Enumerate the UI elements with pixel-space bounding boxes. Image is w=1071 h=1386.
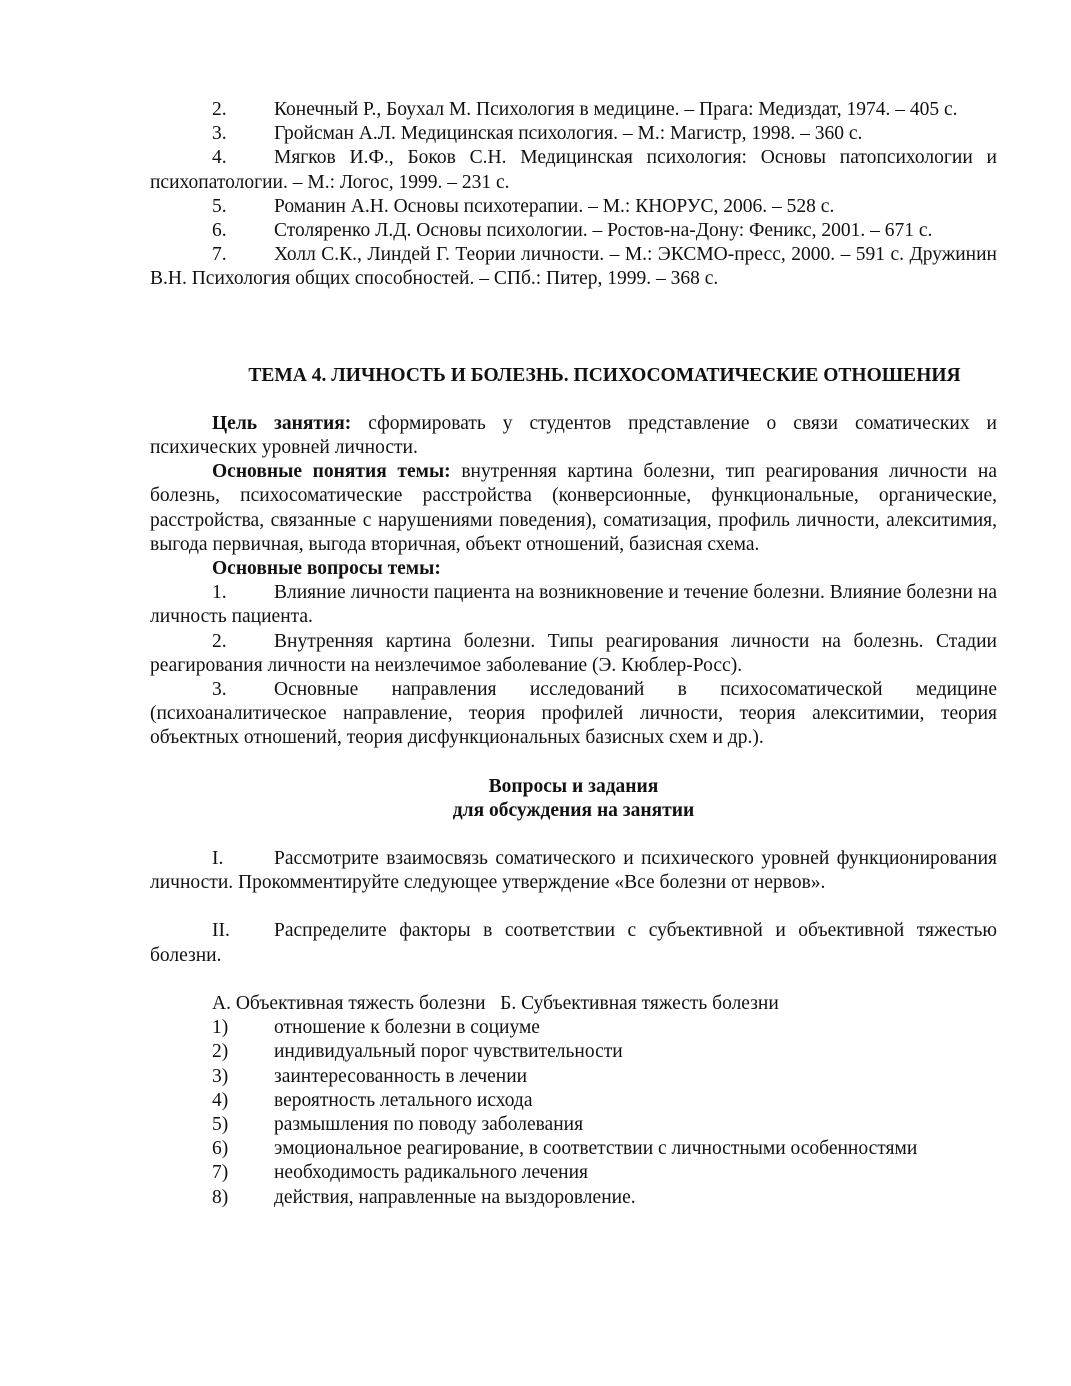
discussion-heading-line2: для обсуждения на занятии	[452, 799, 695, 821]
factor-item	[150, 1113, 997, 1137]
factor-number: 7)	[212, 1162, 229, 1184]
question-text: Внутренняя картина болезни. Типы реагирования личности на болезнь. Стадии реагирования личности на неизлечимое заболевание (Э. Кюблер-Росс).	[150, 630, 997, 676]
factor-text: вероятность летального исхода	[274, 1089, 533, 1111]
reference-number: 5.	[212, 195, 227, 217]
questions-list	[150, 581, 997, 750]
factor-item	[150, 1089, 997, 1113]
reference-number: 7.	[212, 244, 227, 266]
task-text: Распределите факторы в соответствии с субъективной и объективной тяжестью болезни.	[150, 920, 997, 966]
factor-item	[150, 1016, 997, 1040]
questions-label: Основные вопросы темы:	[212, 558, 441, 580]
goal-paragraph	[150, 412, 997, 460]
concepts-paragraph	[150, 460, 997, 557]
factor-item	[150, 1065, 997, 1089]
spacer	[150, 895, 997, 919]
reference-item	[150, 146, 997, 194]
factor-text: размышления по поводу заболевания	[274, 1113, 584, 1135]
task-number: II.	[212, 920, 230, 942]
goal-label: Цель занятия:	[212, 412, 352, 434]
factor-number: 3)	[212, 1065, 229, 1087]
goal-text: сформировать у студентов представление о связи соматических и психических уровней личности.	[150, 412, 997, 459]
factor-text: необходимость радикального лечения	[274, 1162, 589, 1184]
question-item	[150, 630, 997, 678]
question-number: 2.	[212, 630, 227, 652]
reference-item	[150, 243, 997, 291]
concepts-text: внутренняя картина болезни, тип реагирования личности на болезнь, психосоматические расстройства (конверсионные, функциональные, органические, расстройства, связанные с нарушениями поведения), соматизация, профиль личности, алекситимия, выгода первичная, выгода вторичная, объект отношений, базисная схема.	[150, 461, 997, 555]
task-number: I.	[212, 848, 224, 870]
question-number: 1.	[212, 582, 227, 604]
factor-item	[150, 1161, 997, 1185]
spacer	[150, 968, 997, 992]
spacer	[150, 388, 997, 412]
factor-text: заинтересованность в лечении	[274, 1065, 528, 1087]
reference-text: Романин А.Н. Основы психотерапии. – М.: КНОРУС, 2006. – 528 с.	[274, 195, 835, 217]
question-item	[150, 581, 997, 629]
factor-item	[150, 1137, 997, 1161]
topic-title: ТЕМА 4. ЛИЧНОСТЬ И БОЛЕЗНЬ. ПСИХОСОМАТИЧЕСКИЕ ОТНОШЕНИЯ	[248, 364, 961, 386]
reference-item	[150, 219, 997, 243]
reference-item	[150, 195, 997, 219]
discussion-heading-line1: Вопросы и задания	[488, 775, 659, 797]
factor-text: отношение к болезни в социуме	[274, 1017, 540, 1039]
factor-text: эмоциональное реагирование, в соответствии с личностными особенностями	[274, 1138, 918, 1160]
concepts-label: Основные понятия темы:	[212, 461, 451, 483]
factor-number: 5)	[212, 1113, 229, 1135]
spacer	[150, 823, 997, 847]
reference-number: 6.	[212, 220, 227, 242]
spacer	[150, 292, 997, 364]
factor-number: 8)	[212, 1186, 229, 1208]
reference-text: Конечный Р., Боухал М. Психология в медицине. – Прага: Медиздат, 1974. – 405 с.	[274, 99, 958, 120]
task-text: Рассмотрите взаимосвязь соматического и психического уровней функционирования личности. Прокомментируйте следующее утверждение «Все болезни от нервов».	[150, 848, 997, 894]
factor-text: индивидуальный порог чувствительности	[274, 1041, 623, 1063]
reference-list	[150, 98, 997, 292]
task-item	[150, 847, 997, 895]
reference-text: Холл С.К., Линдей Г. Теории личности. – М.: ЭКСМО-пресс, 2000. – 591 с. Дружинин В.Н. Психология общих способностей. – СПб.: Питер, 1999. – 368 с.	[150, 244, 997, 290]
reference-text: Мягков И.Ф., Боков С.Н. Медицинская психология: Основы патопсихологии и психопатологии. – М.: Логос, 1999. – 231 с.	[150, 147, 997, 193]
reference-number: 2.	[212, 99, 227, 120]
task-item	[150, 919, 997, 967]
reference-text: Столяренко Л.Д. Основы психологии. – Ростов-на-Дону: Феникс, 2001. – 671 с.	[274, 220, 933, 242]
reference-number: 4.	[212, 147, 227, 169]
factor-heading: А. Объективная тяжесть болезни Б. Субъективная тяжесть болезни	[212, 992, 779, 1014]
factor-text: действия, направленные на выздоровление.	[274, 1186, 636, 1208]
factor-number: 4)	[212, 1089, 229, 1111]
question-number: 3.	[212, 679, 227, 701]
document-page	[150, 98, 997, 1210]
question-text: Основные направления исследований в психосоматической медицине (психоаналитическое направление, теория профилей личности, теория алекситимии, теория объектных отношений, теория дисфункциональных базисных схем и др.).	[150, 679, 997, 749]
question-item	[150, 678, 997, 751]
factor-number: 2)	[212, 1041, 229, 1063]
factor-number: 1)	[212, 1017, 229, 1039]
spacer	[150, 751, 997, 775]
reference-item	[150, 98, 997, 122]
factor-number: 6)	[212, 1138, 229, 1160]
question-text: Влияние личности пациента на возникновение и течение болезни. Влияние болезни на личность пациента.	[150, 582, 997, 628]
factor-item	[150, 1186, 997, 1210]
reference-text: Гройсман А.Л. Медицинская психология. – М.: Магистр, 1998. – 360 с.	[274, 123, 863, 145]
reference-item	[150, 122, 997, 146]
reference-number: 3.	[212, 123, 227, 145]
factor-item	[150, 1040, 997, 1064]
factor-list	[150, 1016, 997, 1210]
